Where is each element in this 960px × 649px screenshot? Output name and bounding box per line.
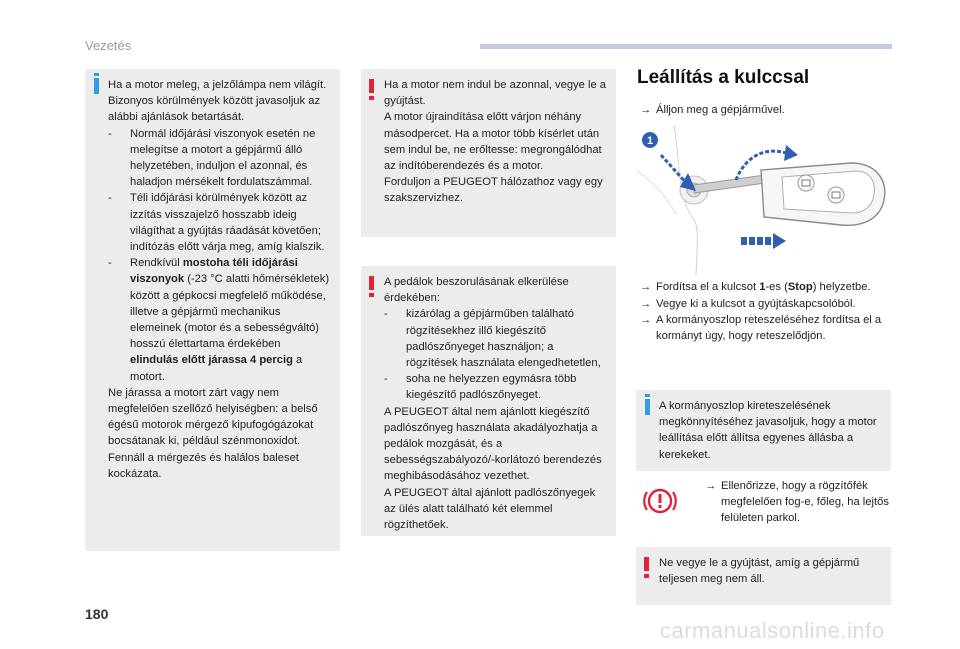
warning-icon [369, 276, 374, 290]
callout-number: 1 [646, 135, 654, 147]
header-title: Vezetés [85, 38, 132, 53]
info-box-warm-engine [85, 69, 340, 551]
box5-text: Ne vegye le a gyújtást, amíg a gépjármű teljesen meg nem áll. [659, 557, 860, 586]
box2-line3: Forduljon a PEUGEOT hálózathoz vagy egy szakszervizhez. [384, 176, 603, 205]
step-3: → Vegye ki a kulcsot a gyújtáskapcsolóból. [640, 296, 906, 312]
warning-icon [644, 557, 649, 571]
box3-item2: - soha ne helyezzen egymásra több kiegészítő padlószőnyeget. [384, 371, 608, 403]
key-ignition-illustration [636, 125, 890, 275]
page-number: 180 [85, 606, 109, 622]
box3-outro1: A PEUGEOT által nem ajánlott kiegészítő padlószőnyeg használata akadályozhatja a pedálok mozgását, és a sebességszabályozó/-korlátozó berendezés meghibásodásához vezethet. [384, 405, 602, 483]
step-arrow-icon: → [640, 314, 652, 326]
box3-outro2: A PEUGEOT által ajánlott padlószőnyegek az ülés alatt található két elemmel rögzíthetőek. [384, 486, 596, 532]
step-4: → A kormányoszlop reteszeléséhez fordítsa el a kormányt úgy, hogy reteszelődjön. [640, 314, 882, 343]
parking-brake-warning-icon [643, 484, 677, 518]
box1-item2: - Téli időjárási körülmények között az izzítás visszajelző hosszabb ideig világíthat a gyújtás ráadását követően; indítózás előtt várja meg, amíg kialszik. [108, 190, 332, 255]
section-title: Leállítás a kulccsal [637, 67, 810, 88]
watermark: carmanualsonline.info [660, 618, 885, 643]
warning-box-engine-start [361, 69, 616, 237]
info-icon [645, 399, 650, 415]
step-1: → Álljon meg a gépjárművel. [640, 102, 906, 118]
parking-brake-note: → Ellenőrizze, hogy a rögzítőfék megfelelően fog-e, főleg, ha lejtős felületen parkol. [705, 480, 889, 525]
step-arrow-icon: → [640, 298, 652, 310]
info-box-steering-lock [636, 390, 891, 471]
box4-text: A kormányoszlop kireteszelésének megkönnyítéséhez javasoljuk, hogy a motor leállítása előtt állítsa egyenes állásba a kerekeket. [659, 400, 877, 461]
box1-item1: - Normál időjárási viszonyok esetén ne melegítse a motort a gépjármű álló helyzetében, induljon el azonnal, és haladjon mérsékelt fordulatszámmal. [108, 126, 332, 191]
box1-outro: Ne járassa a motort zárt vagy nem megfelelően szellőző helyiségben: a belső égésű motorok mérgező kipufogógázokat bocsátanak ki, például szénmonoxidot. Fennáll a mérgezés és halálos baleset kockázata. [108, 386, 318, 480]
step-2: → Fordítsa el a kulcsot 1-es (Stop) helyzetbe. [640, 279, 906, 295]
box3-intro: A pedálok beszorulásának elkerülése érdekében: [384, 276, 569, 305]
step-arrow-icon: → [640, 281, 652, 293]
box3-item1: - kizárólag a gépjárműben található rögzítésekhez illő kiegészítő padlószőnyeget használjon; a rögzítések használata elengedhetetlen, [384, 306, 608, 371]
header-rule [480, 44, 892, 49]
box2-line1: Ha a motor nem indul be azonnal, vegye le a gyújtást. [384, 79, 607, 108]
step-arrow-icon: → [705, 480, 717, 492]
box1-item3: - Rendkívül mostoha téli időjárási viszonyok (-23 °C alatti hőmérsékletek) között a gépkocsi megfelelő működése, illetve a gépjármű mechanikus elemeinek (motor és a sebességváltó) hosszú élettartama érdekében elindulás előtt járassa 4 percig a motort. [108, 255, 332, 385]
step-arrow-icon: → [640, 104, 652, 116]
warning-icon [369, 79, 374, 93]
box2-line2: A motor újraindítása előtt várjon néhány másodpercet. Ha a motor több kísérlet után sem indul be, ne erőltesse: megrongálódhat az indítóberendezés és a motor. [384, 111, 602, 173]
warning-box-floor-mats [361, 266, 616, 536]
info-icon [94, 78, 99, 94]
warning-box-ignition-off [636, 547, 891, 605]
box1-intro: Ha a motor meleg, a jelzőlámpa nem világít. Bizonyos körülmények között javasoljuk az alábbi ajánlások betartását. [108, 79, 327, 124]
